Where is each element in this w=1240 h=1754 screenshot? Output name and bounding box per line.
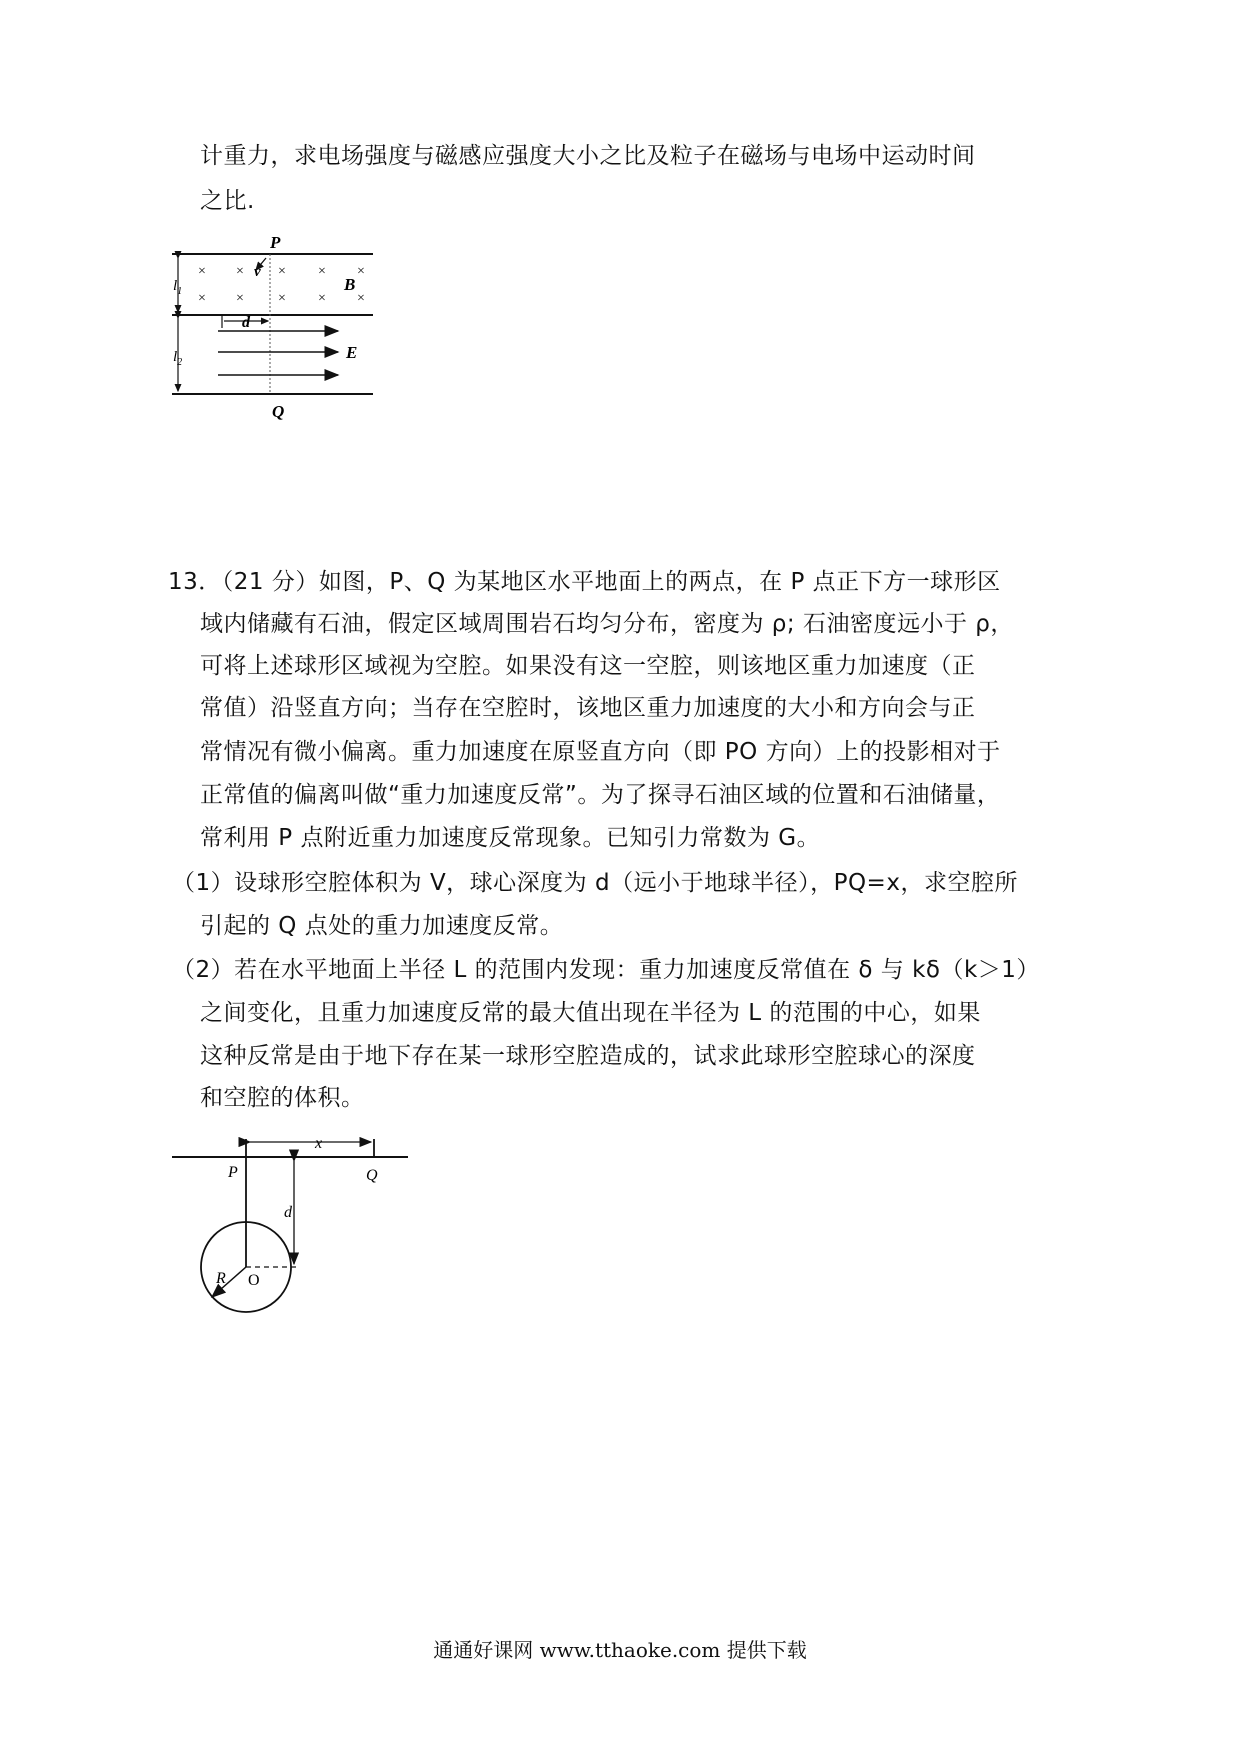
problem-13-part2: 之间变化，且重力加速度反常的最大值出现在半径为 L 的范围的中心，如果: [200, 1000, 981, 1026]
field-figure: [160, 228, 390, 428]
label-l1: $l_1$: [173, 278, 183, 297]
problem-13-part2: 这种反常是由于地下存在某一球形空腔造成的，试求此球形空腔球心的深度: [200, 1043, 976, 1069]
svg-text:×: ×: [236, 291, 244, 306]
text-line: 之比.: [200, 188, 255, 214]
problem-13-part2: 和空腔的体积。: [200, 1085, 365, 1111]
problem-13-line: 13．（21 分）如图，P、Q 为某地区水平地面上的两点，在 P 点正下方一球形区: [168, 569, 1001, 595]
page-footer: 通通好课网 www.tthaoke.com 提供下载: [433, 1638, 807, 1662]
text-line: 计重力，求电场强度与磁感应强度大小之比及粒子在磁场与电场中运动时间: [200, 143, 976, 169]
problem-13-line: 常值）沿竖直方向；当存在空腔时，该地区重力加速度的大小和方向会与正: [200, 695, 976, 721]
svg-text:×: ×: [198, 264, 206, 279]
problem-13-line: 域内储藏有石油，假定区域周围岩石均匀分布，密度为 ρ; 石油密度远小于 ρ，: [200, 611, 1014, 637]
label-x: x: [315, 1135, 323, 1152]
problem-13-line: 可将上述球形区域视为空腔。如果没有这一空腔，则该地区重力加速度（正: [200, 653, 976, 679]
svg-text:×: ×: [278, 264, 286, 279]
label-v: v: [254, 264, 261, 280]
svg-text:×: ×: [198, 291, 206, 306]
label-p: P: [228, 1164, 238, 1181]
label-r: R: [216, 1270, 226, 1287]
problem-13-line: 正常值的偏离叫做“重力加速度反常”。为了探寻石油区域的位置和石油储量，: [200, 782, 1001, 808]
svg-text:×: ×: [318, 291, 326, 306]
problem-13-part2: （2）若在水平地面上半径 L 的范围内发现：重力加速度反常值在 δ 与 kδ（k＞1）: [172, 957, 1040, 983]
label-o: O: [248, 1272, 260, 1289]
label-l2: $l_2$: [173, 349, 183, 368]
problem-13-part1: 引起的 Q 点处的重力加速度反常。: [200, 913, 564, 939]
label-d: d: [284, 1204, 292, 1221]
svg-text:×: ×: [318, 264, 326, 279]
problem-13-part1: （1）设球形空腔体积为 V，球心深度为 d（远小于地球半径），PQ=x，求空腔所: [172, 870, 1018, 896]
label-d: d: [242, 314, 250, 331]
svg-text:×: ×: [278, 291, 286, 306]
label-q: Q: [366, 1167, 378, 1184]
magnetic-field-crosses: [198, 264, 365, 306]
svg-text:×: ×: [236, 264, 244, 279]
problem-13-line: 常利用 P 点附近重力加速度反常现象。已知引力常数为 G。: [200, 825, 821, 851]
label-q: Q: [272, 402, 285, 421]
svg-text:×: ×: [357, 291, 365, 306]
problem-13-line: 常情况有微小偏离。重力加速度在原竖直方向（即 PO 方向）上的投影相对于: [200, 739, 1001, 765]
label-b: B: [344, 275, 356, 294]
label-e: E: [346, 343, 358, 362]
svg-text:×: ×: [357, 264, 365, 279]
label-p: P: [270, 233, 281, 252]
cavity-figure: [160, 1125, 420, 1335]
